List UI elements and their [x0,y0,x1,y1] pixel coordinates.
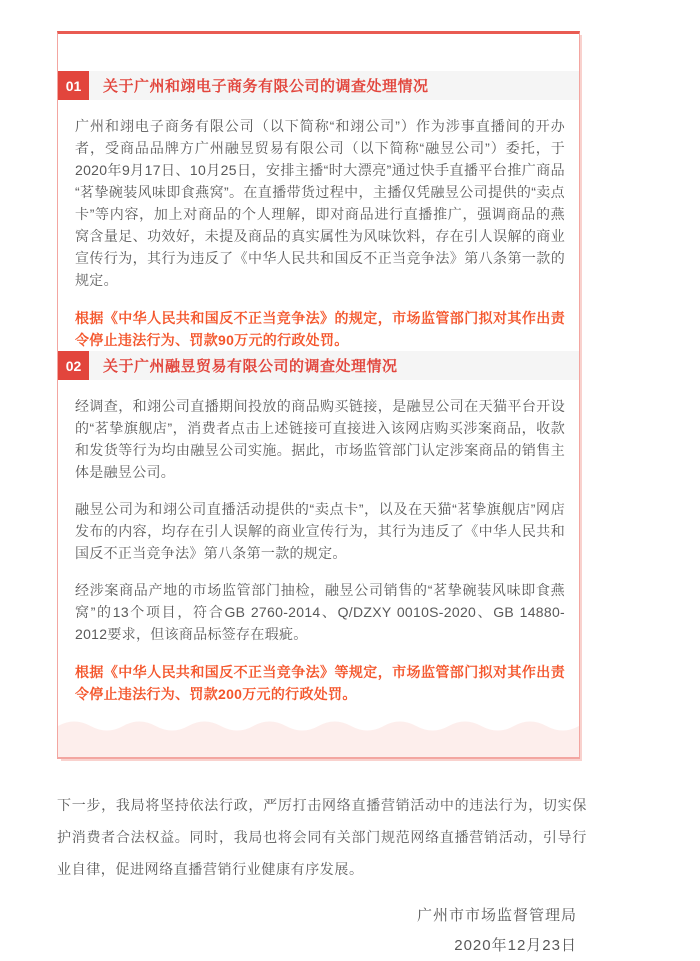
section-2-body [58,395,579,705]
section-1-paragraph: 广州和翊电子商务有限公司（以下简称“和翊公司”）作为涉事直播间的开办者，受商品品牌方广州融昱贸易有限公司（以下简称“融昱公司”）委托，于2020年9月17日、10月25日，安排主播“时大漂亮”通过快手直播平台推广商品“茗挚碗装风味即食燕窝”。在直播带货过程中，主播仅凭融昱公司提供的“卖点卡”等内容，加上对商品的个人理解，即对商品进行直播推广，强调商品的燕窝含量足、功效好，未提及商品的真实属性为风味饮料，存在引人误解的商业宣传行为，其行为违反了《中华人民共和国反不正当竞争法》第八条第一款的规定。 [75,118,565,288]
wave-decoration [58,715,579,757]
signature-block [57,901,587,961]
section-1-body [58,115,579,351]
section-2-number-badge: 02 [58,351,89,380]
issue-date: 2020年12月23日 [454,937,577,954]
section-2-title: 关于广州融昱贸易有限公司的调查处理情况 [103,358,398,375]
section-1-number-badge: 01 [58,71,89,100]
section-2-paragraph: 经涉案商品产地的市场监管部门抽检，融昱公司销售的“茗挚碗装风味即食燕窝”的13个项目，符合GB 2760-2014、Q/DZXY 0010S-2020、GB 14880-2012要求，但该商品标签存在瑕疵。 [75,582,565,642]
section-1-title: 关于广州和翊电子商务有限公司的调查处理情况 [103,78,429,95]
closing-paragraph: 下一步，我局将坚持依法行政，严厉打击网络直播营销活动中的违法行为，切实保护消费者合法权益。同时，我局也将会同有关部门规范网络直播营销活动，引导行业自律，促进网络直播营销行业健康有序发展。 [57,797,587,877]
section-1 [58,71,579,351]
section-2 [58,351,579,705]
issuer-name: 广州市市场监督管理局 [416,907,577,924]
section-2-paragraph: 经调查，和翊公司直播期间投放的商品购买链接，是融昱公司在天猫平台开设的“茗挚旗舰店”，消费者点击上述链接可直接进入该网店购买涉案商品，收款和发货等行为均由融昱公司实施。据此，市场监管部门认定涉案商品的销售主体是融昱公司。 [75,398,565,480]
notice-card [57,31,580,759]
section-1-penalty-statement: 根据《中华人民共和国反不正当竞争法》的规定，市场监管部门拟对其作出责令停止违法行为、罚款90万元的行政处罚。 [75,310,565,348]
section-1-header [58,71,579,100]
closing-remarks [57,789,587,961]
section-2-header [58,351,579,380]
section-2-paragraph: 融昱公司为和翊公司直播活动提供的“卖点卡”，以及在天猫“茗挚旗舰店”网店发布的内容，均存在引人误解的商业宣传行为，其行为违反了《中华人民共和国反不正当竞争法》第八条第一款的规定。 [75,501,565,561]
section-2-penalty-statement: 根据《中华人民共和国反不正当竞争法》等规定，市场监管部门拟对其作出责令停止违法行为、罚款200万元的行政处罚。 [75,664,565,702]
